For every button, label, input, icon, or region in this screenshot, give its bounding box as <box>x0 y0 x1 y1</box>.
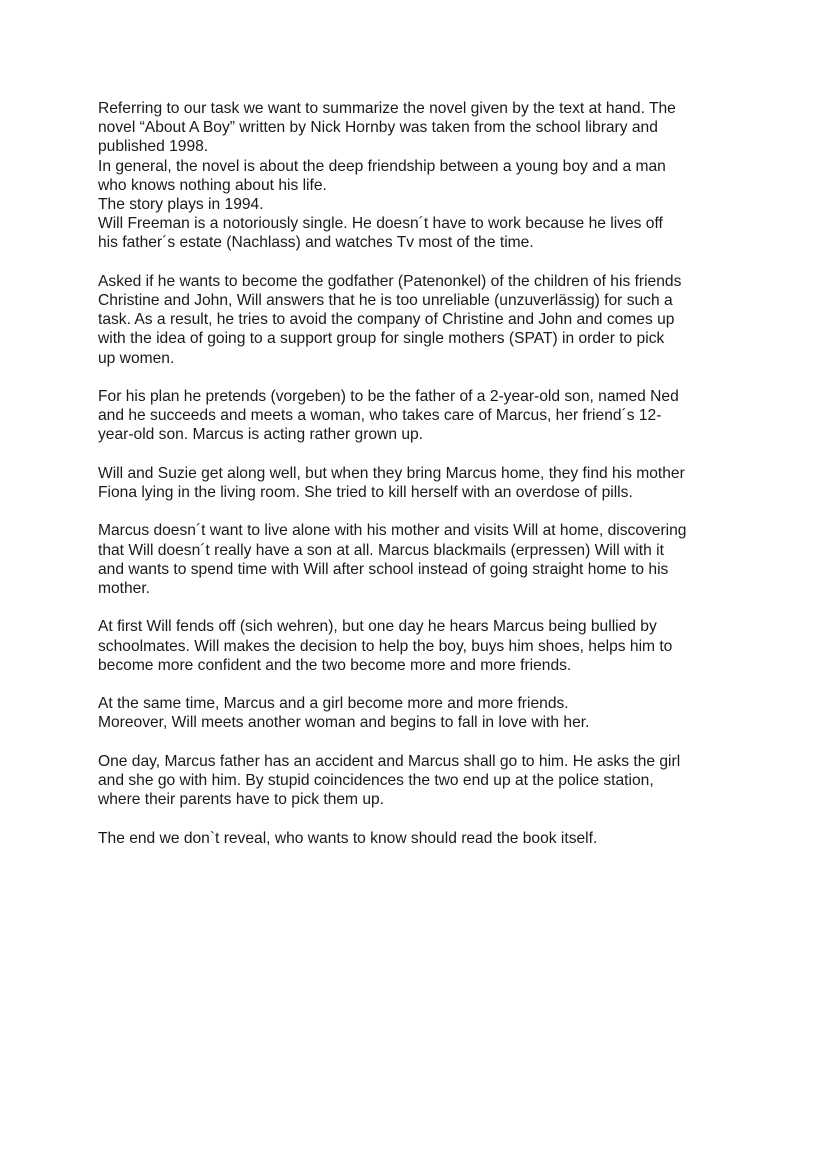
text-line: Christine and John, Will answers that he is too unreliable (unzuverlässig) for such a <box>98 292 673 310</box>
text-line: Will and Suzie get along well, but when they bring Marcus home, they find his mother <box>98 464 685 482</box>
paragraph-suzie <box>98 464 748 502</box>
text-line: One day, Marcus father has an accident and Marcus shall go to him. He asks the girl <box>98 752 681 770</box>
document-body <box>98 99 748 867</box>
text-line: with the idea of going to a support group for single mothers (SPAT) in order to pick <box>98 330 665 348</box>
text-line: schoolmates. Will makes the decision to help the boy, buys him shoes, helps him to <box>98 637 673 655</box>
text-line: that Will doesn´t really have a son at all. Marcus blackmails (erpressen) Will with it <box>98 541 664 559</box>
text-line: At the same time, Marcus and a girl become more and more friends. <box>98 695 569 713</box>
text-line: who knows nothing about his life. <box>98 176 327 194</box>
paragraph-friendship <box>98 617 748 675</box>
text-line: In general, the novel is about the deep friendship between a young boy and a man <box>98 157 666 175</box>
text-line: At first Will fends off (sich wehren), but one day he hears Marcus being bullied by <box>98 618 657 636</box>
text-line: become more confident and the two become more and more friends. <box>98 656 572 674</box>
text-line: Fiona lying in the living room. She tried to kill herself with an overdose of pills. <box>98 484 633 502</box>
text-line: and she go with him. By stupid coincidences the two end up at the police station, <box>98 772 654 789</box>
paragraph-intro <box>98 99 748 253</box>
text-line: For his plan he pretends (vorgeben) to be the father of a 2-year-old son, named Ned <box>98 388 679 406</box>
text-line: and wants to spend time with Will after school instead of going straight home to his <box>98 560 669 578</box>
text-line: The end we don`t reveal, who wants to know should read the book itself. <box>98 829 598 847</box>
text-line: where their parents have to pick them up. <box>98 791 385 809</box>
text-line: mother. <box>98 580 151 598</box>
text-line: year-old son. Marcus is acting rather grown up. <box>98 426 424 444</box>
paragraph-godfather <box>98 272 748 368</box>
text-line: up women. <box>98 349 175 367</box>
text-line: Referring to our task we want to summarize the novel given by the text at hand. The <box>98 100 676 117</box>
text-line: his father´s estate (Nachlass) and watches Tv most of the time. <box>98 234 534 252</box>
text-line: Moreover, Will meets another woman and begins to fall in love with her. <box>98 714 590 732</box>
text-line: The story plays in 1994. <box>98 196 264 214</box>
text-line: Will Freeman is a notoriously single. He doesn´t have to work because he lives off <box>98 215 663 233</box>
text-line: novel “About A Boy” written by Nick Hornby was taken from the school library and <box>98 119 658 137</box>
text-line: and he succeeds and meets a woman, who takes care of Marcus, her friend´s 12- <box>98 407 662 425</box>
text-line: Marcus doesn´t want to live alone with his mother and visits Will at home, discovering <box>98 522 687 540</box>
text-line: Asked if he wants to become the godfather (Patenonkel) of the children of his friends <box>98 272 682 290</box>
paragraph-plan <box>98 387 748 445</box>
paragraph-accident <box>98 752 748 810</box>
paragraph-same-time <box>98 694 748 732</box>
paragraph-blackmail <box>98 521 748 598</box>
paragraph-ending <box>98 829 748 848</box>
text-line: published 1998. <box>98 138 209 156</box>
text-line: task. As a result, he tries to avoid the company of Christine and John and comes up <box>98 311 675 329</box>
